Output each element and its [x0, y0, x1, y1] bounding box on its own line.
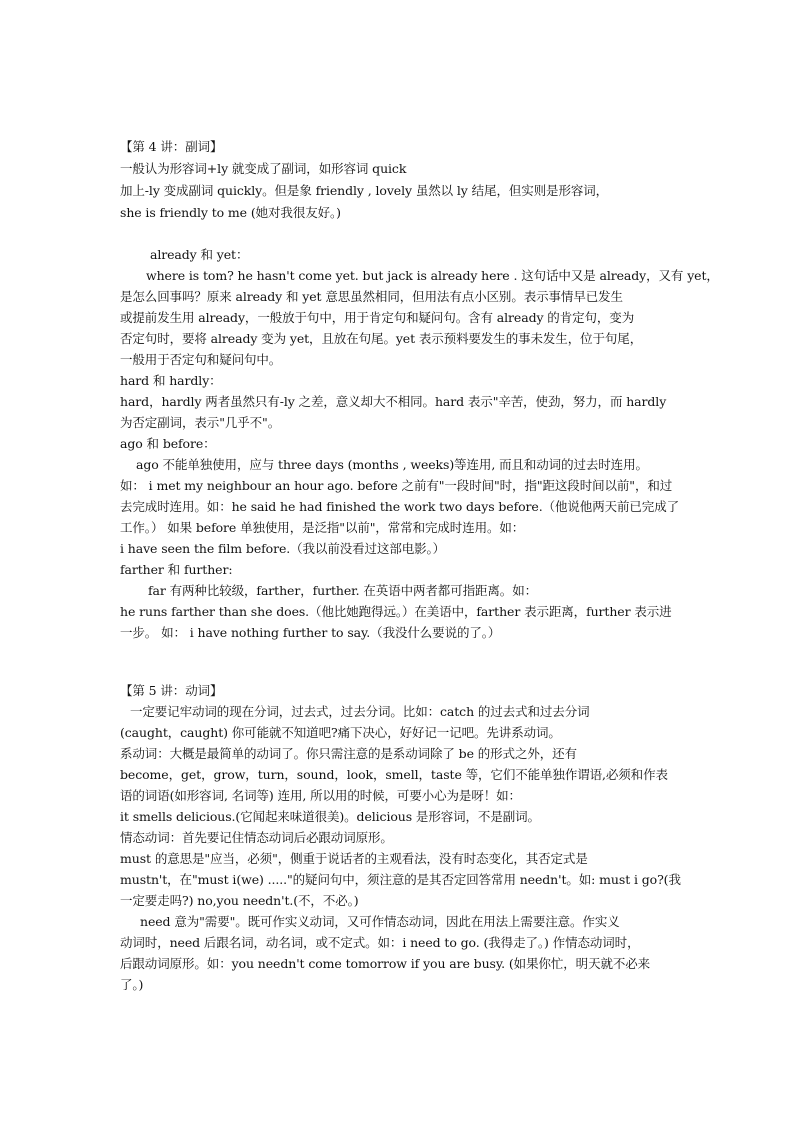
lesson5-line: 一定要走吗?) no,you needn't.(不，不必。)	[120, 893, 359, 908]
lesson5-line: 后跟动词原形。如：you needn't come tomorrow if you are busy. (如果你忙，明天就不必来	[120, 956, 651, 971]
lesson4-line: 否定句时，要将 already 变为 yet，且放在句尾。yet 表示预料要发生的事未发生，位于句尾，	[120, 331, 643, 346]
lesson5-line: 情态动词：首先要记住情态动词后必跟动词原形。	[120, 830, 393, 845]
lesson4-line: where is tom? he hasn't come yet. but jack is already here . 这句话中又是 already，又有 yet，	[146, 268, 719, 283]
lesson5-line: 一定要记牢动词的现在分词，过去式，过去分词。比如：catch 的过去式和过去分词	[130, 704, 590, 719]
lesson5-line: (caught，caught) 你可能就不知道吧?痛下决心，好好记一记吧。先讲系动词。	[120, 725, 561, 740]
lesson5-line: it smells delicious.(它闻起来味道很美)。delicious 是形容词，不是副词。	[120, 809, 540, 824]
lesson4-line: hard 和 hardly：	[120, 373, 222, 388]
lesson4-line: she is friendly to me (她对我很友好。)	[120, 205, 341, 220]
lesson4-line: 一般用于否定句和疑问句中。	[120, 352, 282, 367]
lesson5-line: must 的意思是"应当，必须"，侧重于说话者的主观看法，没有时态变化，其否定式是	[120, 851, 588, 866]
lesson5-line: 了。)	[120, 977, 144, 992]
lesson4-line: 工作。） 如果 before 单独使用，是泛指"以前"，常常和完成时连用。如：	[120, 520, 525, 535]
lesson4-line: 一般认为形容词+ly 就变成了副词，如形容词 quick	[120, 161, 407, 176]
lesson5-line: become，get，grow，turn，sound，look，smell，taste 等，它们不能单独作谓语,必须和作表	[120, 767, 668, 782]
lesson5-line: 动词时，need 后跟名词，动名词，或不定式。如：i need to go. (我得走了。) 作情态动词时，	[120, 935, 640, 950]
lesson4-line: 或提前发生用 already，一般放于句中，用于肯定句和疑问句。含有 already 的肯定句，变为	[120, 310, 635, 325]
lesson4-line: far 有两种比较级，farther，further. 在英语中两者都可指距离。如：	[148, 583, 538, 598]
lesson5-heading: 【第 5 讲：动词】	[120, 683, 223, 698]
lesson4-line: hard，hardly 两者虽然只有-ly 之差，意义却大不相同。hard 表示"辛苦，使劲，努力，而 hardly	[120, 394, 667, 409]
lesson5-line: need 意为"需要"。既可作实义动词，又可作情态动词，因此在用法上需要注意。作实义	[140, 914, 620, 929]
lesson4-line: i have seen the film before.（我以前没看过这部电影。）	[120, 541, 446, 556]
lesson4-line: 去完成时连用。如：he said he had finished the work two days before.（他说他两天前已完成了	[120, 499, 679, 514]
lesson4-line: 如： i met my neighbour an hour ago. before 之前有"一段时间"时，指"距这段时间以前"，和过	[120, 478, 673, 493]
lesson4-line: farther 和 further:	[120, 562, 233, 577]
lesson4-line: ago 和 before：	[120, 436, 216, 451]
lesson4-line: 一步。 如： i have nothing further to say.（我没什么要说的了。）	[120, 625, 501, 640]
lesson5-line: mustn't，在"must i(we) ....."的疑问句中，须注意的是其否定回答常用 needn't。如: must i go?(我	[120, 872, 681, 887]
lesson4-line: ago 不能单独使用，应与 three days (months , weeks)等连用, 而且和动词的过去时连用。	[136, 457, 648, 472]
lesson4-line: 加上-ly 变成副词 quickly。但是象 friendly , lovely 虽然以 ly 结尾，但实则是形容词，	[120, 183, 609, 198]
lesson5-line: 语的词语(如形容词, 名词等) 连用, 所以用的时候，可要小心为是呀！如：	[120, 788, 521, 803]
lesson4-line: 为否定副词，表示"几乎不"。	[120, 415, 281, 430]
lesson4-line: he runs farther than she does.（他比她跑得远。）在美语中，farther 表示距离，further 表示进	[120, 604, 672, 619]
lesson4-heading: 【第 4 讲：副词】	[120, 139, 223, 154]
lesson4-line: already 和 yet：	[150, 247, 249, 262]
lesson5-line: 系动词：大概是最简单的动词了。你只需注意的是系动词除了 be 的形式之外，还有	[120, 746, 577, 761]
lesson4-line: 是怎么回事吗？原来 already 和 yet 意思虽然相同，但用法有点小区别。表示事情早已发生	[120, 289, 623, 304]
